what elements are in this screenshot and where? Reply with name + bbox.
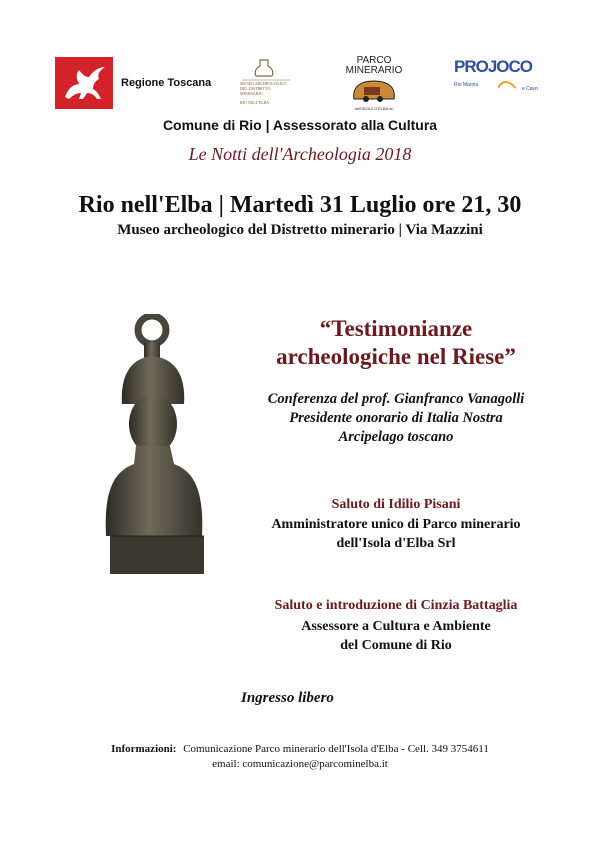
talk-title [230,315,562,371]
parco-logo-line1: PARCO [356,55,392,66]
bronze-bust-icon [96,314,214,579]
greeting1-role-line: dell'Isola d'Elba Srl [336,536,456,551]
info-text: Comunicazione Parco minerario dell'Isola d'Elba - Cell. 349 3754611 [183,743,489,755]
greeting2-title: Saluto e introduzione di Cinzia Battaglia [274,598,518,613]
projoco-logo-name: PROJOCO [454,57,533,76]
entry-note: Ingresso libero [241,690,334,706]
talk-title-line: “Testimonianze [319,316,473,341]
greeting2-role-line: del Comune di Rio [340,638,452,653]
wave-icon [498,78,516,92]
info-line [0,743,600,755]
projoco-logo-sub-right: e Cavo [522,86,538,92]
greeting2-role [220,617,572,655]
projoco-logo [454,58,542,100]
event-date-line: Rio nell'Elba | Martedì 31 Luglio ore 21, 30 [78,192,522,218]
rio-logo-line: MUSEO ARCHEOLOGICO [240,81,287,86]
parco-logo-subtitle: dell'ISOLA D'ELBA srl [354,106,394,111]
regione-toscana-logo [55,57,113,109]
event-series-title: Le Notti dell'Archeologia 2018 [188,144,412,164]
rio-logo-line: RIO NELL'ELBA [240,100,270,105]
greeting1-role [220,515,572,553]
speaker-line: Conferenza del prof. Gianfranco Vanagolli [267,391,525,407]
speaker-line: Presidente onorario di Italia Nostra [289,410,503,426]
talk-title-line: archeologiche nel Riese” [276,344,516,369]
projoco-logo-sub-left: Rio Marina [454,82,479,88]
pegasus-icon [55,57,113,109]
greeting2-role-line: Assessore a Cultura e Ambiente [301,619,491,634]
info-label: Informazioni: [111,743,177,755]
comune-line: Comune di Rio | Assessorato alla Cultura [162,117,438,133]
greeting1-title: Saluto di Idilio Pisani [331,497,461,512]
rio-logo-line: MINERARIO [240,91,263,96]
speaker-line: Arcipelago toscano [338,429,454,445]
museo-rio-logo [238,58,294,110]
rio-logo-line: DEL DISTRETTO [240,86,271,91]
parco-logo-line2: MINERARIO [345,65,403,76]
event-venue-line: Museo archeologico del Distretto minerario | Via Mazzini [117,222,483,238]
bronze-bust-image [96,314,214,579]
parco-minerario-logo [344,56,404,114]
speaker-block [220,390,572,447]
email-line[interactable]: email: comunicazione@parcominelba.it [212,758,388,770]
greeting1-role-line: Amministratore unico di Parco minerario [271,517,521,532]
regione-toscana-label: Regione Toscana [121,77,212,89]
mine-cart-icon [350,77,398,103]
